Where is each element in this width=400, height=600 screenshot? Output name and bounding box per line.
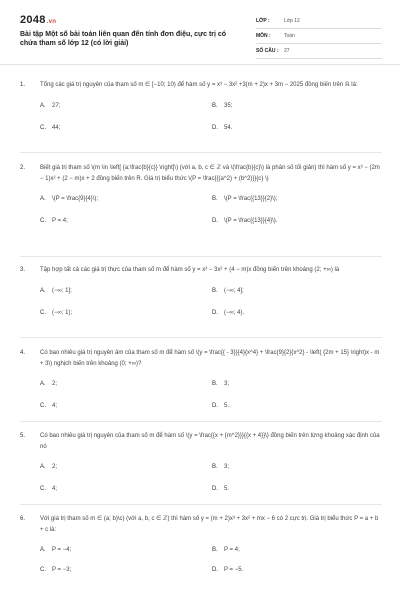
- option-label: D.: [212, 124, 218, 131]
- divider: [20, 504, 382, 505]
- meta-value: 27: [284, 48, 290, 54]
- option-label: B.: [212, 381, 218, 387]
- option-text: \(P = \frac{{13}}{2}\);: [224, 196, 278, 202]
- brand-suffix: .vn: [46, 19, 57, 25]
- option-d[interactable]: [212, 484, 229, 494]
- option-text: 3;: [224, 464, 230, 470]
- option-a[interactable]: [40, 545, 71, 555]
- brand-name: 2048: [20, 14, 46, 26]
- question-5: [20, 431, 382, 492]
- option-text: 5.: [224, 403, 230, 409]
- option-label: B.: [212, 196, 218, 202]
- option-text: 5.: [224, 486, 230, 492]
- option-text: 35;: [224, 102, 233, 109]
- option-text: 44;: [52, 124, 61, 131]
- question-4: [20, 348, 382, 409]
- option-b[interactable]: [212, 545, 240, 555]
- question-number: 2.: [20, 165, 26, 171]
- option-c[interactable]: [40, 401, 57, 411]
- option-label: D.: [212, 218, 218, 224]
- option-label: A.: [40, 381, 46, 387]
- option-label: C.: [40, 124, 46, 131]
- option-label: A.: [40, 287, 46, 294]
- question-stem: Có bao nhiêu giá trị nguyên âm của tham số m để hàm số \(y = \frac{{ - 3}}{4}{x^4} + \frac{9}{2}{x^2} - \left( {2m + 15} \right)x - m + 3\) nghịch biến trên khoảng (0; +∞)?: [40, 350, 380, 367]
- question-number: 5.: [20, 433, 26, 439]
- meta-key: SỐ CÂU :: [256, 48, 279, 54]
- divider: [20, 421, 382, 422]
- option-label: C.: [40, 403, 46, 409]
- option-label: C.: [40, 567, 46, 573]
- option-d[interactable]: [212, 123, 232, 133]
- option-a[interactable]: [40, 379, 57, 389]
- options: [40, 452, 382, 492]
- meta-key: LỚP :: [256, 18, 270, 24]
- option-c[interactable]: [40, 484, 57, 494]
- question-stem: Tổng các giá trị nguyên của tham số m ∈ [−10; 10) để hàm số y = x³ − 3x² +3(m + 2)x + 3m − 2025 đồng biến trên ℝ là:: [40, 82, 358, 88]
- option-text: 3;: [224, 381, 230, 387]
- option-text: 27;: [52, 102, 61, 109]
- option-text: 4;: [52, 403, 58, 409]
- option-label: B.: [212, 102, 218, 109]
- option-label: B.: [212, 464, 218, 470]
- option-text: P = −5.: [224, 567, 244, 573]
- option-label: A.: [40, 102, 46, 109]
- options: [40, 535, 382, 571]
- question-1: [20, 80, 382, 131]
- option-d[interactable]: [212, 216, 277, 226]
- meta-row-subject: [256, 29, 382, 44]
- question-number: 4.: [20, 350, 26, 356]
- meta-value: Lớp 12: [284, 18, 300, 24]
- option-text: P = −4;: [52, 547, 72, 553]
- question-stem: Với giá trị tham số m ∈ (a; b)\c) (với a, b, c ∈ ℤ) thì hàm số y = (m + 2)x³ + 3x² + mx − 6 có 2 cực trị. Giá trị biểu thức P = a + b + c là:: [40, 516, 379, 533]
- option-label: D.: [212, 486, 218, 492]
- option-text: P = −3;: [52, 567, 72, 573]
- options: [40, 184, 382, 224]
- option-a[interactable]: [40, 286, 72, 296]
- option-d[interactable]: [212, 401, 229, 411]
- option-b[interactable]: [212, 101, 232, 111]
- divider: [20, 152, 382, 153]
- divider: [20, 256, 382, 257]
- option-label: A.: [40, 464, 46, 470]
- document-title: Bài tập Một số bài toán liên quan đến tính đơn điệu, cực trị có chứa tham số lớp 12 (có lời giải): [20, 31, 227, 47]
- option-label: C.: [40, 218, 46, 224]
- option-label: C.: [40, 486, 46, 492]
- option-text: 54.: [224, 124, 233, 131]
- divider: [20, 337, 382, 338]
- option-text: 2;: [52, 464, 58, 470]
- options: [40, 91, 382, 131]
- option-label: A.: [40, 196, 46, 202]
- option-d[interactable]: [212, 565, 243, 575]
- option-c[interactable]: [40, 308, 72, 318]
- option-c[interactable]: [40, 216, 68, 226]
- question-stem: Biết giá trị tham số \(m \in \left[ {a;\frac{b}{c}} \right]\) (với a, b, c ∈ ℤ và \(\frac{b}{c}\) là phân số tối giản) thì hàm số y = x³ − (2m − 1)x² + (2 − m)x + 2 đồng biến trên R. Giá trị biểu thức \(P = \frac{{(a^2) + (b^2)}}{c} \): [40, 165, 380, 182]
- options: [40, 276, 382, 316]
- option-text: (−∞; 1);: [52, 309, 73, 316]
- option-text: (−∞; 1];: [52, 287, 72, 294]
- option-label: D.: [212, 403, 218, 409]
- question-number: 3.: [20, 267, 26, 273]
- option-text: P = 4;: [224, 547, 240, 553]
- option-a[interactable]: [40, 194, 98, 204]
- option-text: P = 4;: [52, 218, 68, 224]
- option-a[interactable]: [40, 101, 60, 111]
- option-label: B.: [212, 547, 218, 553]
- question-stem: Có bao nhiêu giá trị nguyên của tham số m để hàm số \(y = \frac{{x + {m^2}}}{{x + 4}}\) đồng biến trên từng khoảng xác định của nó: [40, 433, 380, 450]
- option-text: (−∞; 4];: [224, 287, 244, 294]
- options: [40, 369, 382, 409]
- option-text: 2;: [52, 381, 58, 387]
- option-c[interactable]: [40, 565, 71, 575]
- option-d[interactable]: [212, 308, 244, 318]
- question-number: 1.: [20, 82, 26, 88]
- option-c[interactable]: [40, 123, 60, 133]
- option-label: B.: [212, 287, 218, 294]
- option-b[interactable]: [212, 194, 277, 204]
- question-6: [20, 514, 382, 571]
- meta-value: Toán: [284, 33, 295, 39]
- option-b[interactable]: [212, 379, 229, 389]
- header: [0, 0, 400, 65]
- option-text: \(P = \frac{{13}}{4}\).: [224, 218, 278, 224]
- meta-table: [256, 14, 382, 59]
- option-label: A.: [40, 547, 46, 553]
- question-2: [20, 163, 382, 224]
- meta-key: MÔN :: [256, 33, 271, 39]
- question-3: [20, 265, 382, 316]
- option-b[interactable]: [212, 286, 244, 296]
- option-text: 4;: [52, 486, 58, 492]
- meta-row-count: [256, 44, 382, 59]
- option-label: D.: [212, 309, 218, 316]
- question-number: 6.: [20, 516, 26, 522]
- option-label: D.: [212, 567, 218, 573]
- option-label: C.: [40, 309, 46, 316]
- meta-row-class: [256, 14, 382, 29]
- option-b[interactable]: [212, 462, 229, 472]
- question-stem: Tập hợp tất cả các giá trị thực của tham số m để hàm số y = x³ − 3x² + (4 − m)x đồng biến trên khoảng (2; +∞) là: [40, 267, 340, 273]
- option-text: \(P = \frac{9}{4}\);: [52, 196, 99, 202]
- option-a[interactable]: [40, 462, 57, 472]
- option-text: (−∞; 4).: [224, 309, 245, 316]
- site-logo[interactable]: [20, 14, 56, 26]
